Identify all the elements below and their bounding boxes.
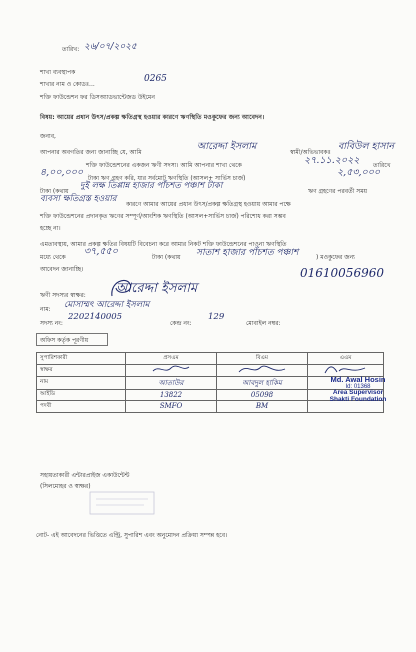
officer-label: সহায়তাকারী এন্টারপ্রাইজ একাউন্টেন্ট — [40, 472, 130, 479]
subject-line: বিষয়: আয়ের প্রধান উৎস/প্রকল্প ক্ষতিগ্রস্থ হওয়ার কারণে ঋণস্থিতি মওকুফের জন্য আবেদন। — [40, 114, 265, 121]
id-cell: 05098 — [217, 389, 308, 401]
body-line-4b: ঋণ গ্রহণের পরবর্তী সময় — [308, 188, 368, 195]
org-line: শক্তি ফাউন্ডেশন ফর ডিসঅ্যাডভান্টেজড উইমেন — [40, 94, 155, 101]
body-line-5: কারণে আমার আয়ের প্রধান উৎস/প্রকল্প ক্ষতিগ্রস্থ হওয়ায় আমার পক্ষে — [126, 201, 291, 208]
name-cell: আতাউর — [126, 376, 217, 389]
stamp-title: Area Supervisor — [332, 389, 384, 397]
body-line-3: টাকা ঋণ গ্রহণ করি, যার সর্বমোট ঋণস্থিতি (আসল+ সার্ভিস চার্জ) — [88, 175, 246, 182]
signature-cell — [217, 364, 308, 376]
waiver-words-hand: সাতাশ হাজার পাঁচশত পঞ্চাশ — [196, 248, 299, 258]
row-label: নাম — [37, 376, 126, 389]
center-no-hand: 129 — [208, 312, 225, 322]
para2-line-2a: মধ্যে থেকে — [40, 254, 66, 261]
table-header-row — [37, 353, 384, 365]
stamp-name: Md. Awal Hosin — [330, 375, 386, 384]
stamp-org: Shakti Foundation — [329, 395, 387, 403]
office-use-title: অফিস কর্তৃক পূরণীয় — [40, 337, 89, 344]
branch-code-label: শাখার নাম ও কোডঃ... — [40, 81, 95, 88]
row-label: পদবী — [37, 401, 126, 413]
table-header: এএম — [308, 353, 384, 365]
signature-scribble-icon — [151, 365, 191, 374]
applicant-signature-label: ঋণী সদস্যর স্বাক্ষর: — [40, 292, 86, 299]
body-line-6: শক্তি ফাউন্ডেশনের প্রদানকৃত ঋণের সম্পূর্ণ/আংশিক ঋণস্থিতি (আসল+সার্ভিস চার্জ) পরিশোধ করা সম্ভব — [40, 213, 286, 220]
body-line-1b: স্বামী/অভিভাবকঃ — [290, 149, 331, 156]
name-cell: আবদুল হাকিম — [217, 376, 308, 389]
officer-sub: (সিলমোহর ও স্বাক্ষর) — [40, 483, 91, 490]
applicant-signature-hand: আরেদ্দা ইসলাম — [116, 281, 198, 296]
waiver-amount-hand: ৩৭,৫৫০ — [84, 246, 118, 257]
mobile-label: মোবাইল নম্বর: — [246, 320, 281, 327]
body-line-1a: আপনার অবগতির জন্য জানাচ্ছি যে, আমি — [40, 149, 142, 156]
loan-amount-hand: ৪,০০,০০০ — [40, 167, 84, 178]
stamp-id: Id: 01368 — [345, 383, 371, 390]
applicant-name-hand: আরেদ্দা ইসলাম — [197, 141, 257, 152]
date-value: ২৬/০৭/২০২৫ — [84, 42, 137, 52]
id-cell: 13822 — [126, 389, 217, 401]
loan-date-hand: ২৭.১১.২০২২ — [304, 155, 360, 166]
body-line-2-end: তারিখে — [373, 162, 391, 169]
table-header: বিএম — [217, 353, 308, 365]
mobile-hand: 01610056960 — [300, 266, 384, 280]
salutation: জনাব, — [40, 133, 56, 140]
para2-line-2b: টাকা (কথায় — [152, 254, 181, 261]
signature-flourish-icon — [108, 276, 138, 300]
area-supervisor-stamp — [318, 376, 398, 404]
branch-manager-label: শাখা ব্যবস্থাপক — [40, 69, 76, 76]
row-label: স্বাক্ষর — [37, 364, 126, 376]
applicant-fullname-hand: মোসাম্মৎ আরেদ্দা ইসলাম — [64, 300, 150, 310]
guardian-name-hand: বাবিউল হাসান — [338, 141, 394, 152]
signature-scribble-icon — [321, 365, 371, 374]
member-no-hand: 2202140005 — [68, 312, 123, 322]
table-header: সুপারিশকারী — [37, 353, 126, 365]
body-line-4a: টাকা (কথায় — [40, 188, 69, 195]
amount-words-hand: দুই লক্ষ তিপ্পান্ন হাজার পাঁচশত পঞ্চাশ টাকা — [80, 181, 223, 191]
signature-cell — [126, 364, 217, 376]
para2-line-1: এমতাবস্থায়, আমার প্রকল্প ক্ষতির বিষয়টি বিবেচনা করে আমার নিকট শক্তি ফাউন্ডেশনের পাওনা ঋণস্থিতি — [40, 241, 287, 248]
total-outstanding-hand: ২,৫৩,০০০ — [337, 167, 381, 178]
applicant-name-label: নাম: — [40, 306, 51, 313]
designation-cell: SMFO — [126, 401, 217, 413]
date-label: তারিখ: — [62, 46, 80, 53]
row-label: আইডি — [37, 389, 126, 401]
member-no-label: সদস্য নং: — [40, 320, 63, 327]
body-line-2: শক্তি ফাউন্ডেশনের একজন ঋণী সদস্য। আমি আপনার শাখা থেকে — [86, 162, 242, 169]
table-header: প্রসএম — [126, 353, 217, 365]
signature-scribble-icon — [237, 365, 287, 374]
para2-line-2c: ) মওকুফের জন্য — [316, 254, 355, 261]
designation-cell: BM — [217, 401, 308, 413]
body-line-7: হচ্ছে না। — [40, 225, 61, 232]
footer-note: নোট- এই আবেদনের ভিত্তিতে এন্ট্রি, সুপারিশ এবং অনুমোদন প্রক্রিয়া সম্পন্ন হবে। — [36, 532, 228, 539]
loss-reason-hand: ব্যবসা ক্ষতিগ্রস্ত হওয়ার — [40, 194, 117, 204]
faded-stamp-icon — [88, 488, 158, 518]
branch-code-value: 0265 — [144, 74, 167, 84]
center-no-label: কেন্দ্র নং: — [170, 320, 192, 327]
para2-line-3: আবেদন জানাচ্ছি। — [40, 266, 84, 273]
